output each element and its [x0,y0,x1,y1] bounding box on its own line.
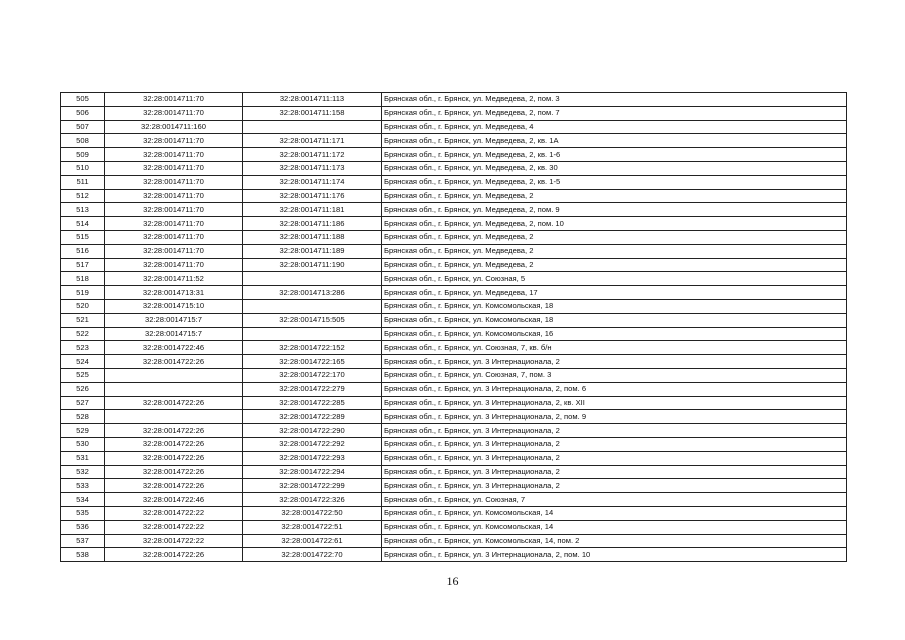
address-cell: Брянская обл., г. Брянск, ул. Союзная, 7, пом. 3 [382,368,847,382]
cadastral-number-cell: 32:28:0014711:158 [243,106,382,120]
parent-cadastral-number-cell: 32:28:0014715:7 [105,313,243,327]
row-number-cell: 515 [61,230,105,244]
row-number-cell: 511 [61,175,105,189]
row-number-cell: 527 [61,396,105,410]
cadastral-number-cell: 32:28:0014722:51 [243,520,382,534]
cadastral-number-cell [243,272,382,286]
table-row [61,506,847,520]
table-body [61,93,847,562]
address-cell: Брянская обл., г. Брянск, ул. Медведева, 17 [382,286,847,300]
parent-cadastral-number-cell: 32:28:0014722:22 [105,520,243,534]
address-cell: Брянская обл., г. Брянск, ул. Комсомольская, 18 [382,299,847,313]
parent-cadastral-number-cell: 32:28:0014715:10 [105,299,243,313]
cadastral-number-cell: 32:28:0014722:61 [243,534,382,548]
address-cell: Брянская обл., г. Брянск, ул. Медведева, 2, кв. 1-5 [382,175,847,189]
row-number-cell: 535 [61,506,105,520]
row-number-cell: 525 [61,368,105,382]
cadastral-number-cell: 32:28:0014711:176 [243,189,382,203]
address-cell: Брянская обл., г. Брянск, ул. Союзная, 7 [382,493,847,507]
table-row [61,548,847,562]
parent-cadastral-number-cell: 32:28:0014711:70 [105,203,243,217]
table-row [61,341,847,355]
cadastral-number-cell: 32:28:0014711:172 [243,148,382,162]
cadastral-number-cell: 32:28:0014711:171 [243,134,382,148]
row-number-cell: 508 [61,134,105,148]
address-cell: Брянская обл., г. Брянск, ул. Союзная, 5 [382,272,847,286]
cadastral-number-cell: 32:28:0014722:289 [243,410,382,424]
row-number-cell: 533 [61,479,105,493]
cadastral-number-cell: 32:28:0014722:292 [243,437,382,451]
address-cell: Брянская обл., г. Брянск, ул. 3 Интернационала, 2, пом. 10 [382,548,847,562]
table-row [61,244,847,258]
row-number-cell: 505 [61,93,105,107]
table-row [61,534,847,548]
address-cell: Брянская обл., г. Брянск, ул. 3 Интернационала, 2 [382,451,847,465]
cadastral-number-cell: 32:28:0014722:279 [243,382,382,396]
parent-cadastral-number-cell: 32:28:0014711:70 [105,93,243,107]
address-cell: Брянская обл., г. Брянск, ул. Медведева, 2, кв. 1А [382,134,847,148]
parent-cadastral-number-cell: 32:28:0014722:26 [105,396,243,410]
table-row [61,272,847,286]
row-number-cell: 509 [61,148,105,162]
cadastral-number-cell [243,327,382,341]
cadastral-number-cell: 32:28:0014711:173 [243,161,382,175]
cadastral-number-cell: 32:28:0014722:152 [243,341,382,355]
row-number-cell: 510 [61,161,105,175]
cadastral-number-cell: 32:28:0014711:181 [243,203,382,217]
table-row [61,203,847,217]
address-cell: Брянская обл., г. Брянск, ул. Комсомольская, 18 [382,313,847,327]
parent-cadastral-number-cell: 32:28:0014722:26 [105,355,243,369]
address-cell: Брянская обл., г. Брянск, ул. 3 Интернационала, 2, кв. XII [382,396,847,410]
cadastral-number-cell: 32:28:0014711:113 [243,93,382,107]
row-number-cell: 528 [61,410,105,424]
table-row [61,327,847,341]
cadastral-number-cell: 32:28:0014722:170 [243,368,382,382]
cadastral-number-cell: 32:28:0014711:188 [243,230,382,244]
cadastral-number-cell: 32:28:0014722:50 [243,506,382,520]
row-number-cell: 517 [61,258,105,272]
table-row [61,258,847,272]
row-number-cell: 532 [61,465,105,479]
table-row [61,493,847,507]
row-number-cell: 513 [61,203,105,217]
address-cell: Брянская обл., г. Брянск, ул. Медведева, 2, пом. 3 [382,93,847,107]
cadastral-number-cell: 32:28:0014711:186 [243,217,382,231]
row-number-cell: 521 [61,313,105,327]
parent-cadastral-number-cell: 32:28:0014711:52 [105,272,243,286]
address-cell: Брянская обл., г. Брянск, ул. 3 Интернационала, 2 [382,479,847,493]
address-cell: Брянская обл., г. Брянск, ул. 3 Интернационала, 2 [382,355,847,369]
cadastral-number-cell: 32:28:0014722:293 [243,451,382,465]
parent-cadastral-number-cell: 32:28:0014715:7 [105,327,243,341]
row-number-cell: 526 [61,382,105,396]
address-cell: Брянская обл., г. Брянск, ул. Комсомольская, 16 [382,327,847,341]
row-number-cell: 506 [61,106,105,120]
address-cell: Брянская обл., г. Брянск, ул. 3 Интернационала, 2, пом. 9 [382,410,847,424]
parent-cadastral-number-cell [105,382,243,396]
row-number-cell: 529 [61,424,105,438]
table-row [61,217,847,231]
parent-cadastral-number-cell [105,368,243,382]
parent-cadastral-number-cell: 32:28:0014722:26 [105,479,243,493]
parent-cadastral-number-cell: 32:28:0014711:70 [105,106,243,120]
parent-cadastral-number-cell: 32:28:0014722:22 [105,506,243,520]
table-row [61,120,847,134]
table-row [61,189,847,203]
table-row [61,355,847,369]
cadastral-number-cell: 32:28:0014722:70 [243,548,382,562]
cadastral-number-cell: 32:28:0014711:189 [243,244,382,258]
table-row [61,93,847,107]
table-row [61,134,847,148]
cadastral-number-cell [243,299,382,313]
parent-cadastral-number-cell: 32:28:0014711:70 [105,244,243,258]
parent-cadastral-number-cell: 32:28:0014713:31 [105,286,243,300]
address-cell: Брянская обл., г. Брянск, ул. Медведева, 2 [382,258,847,272]
row-number-cell: 538 [61,548,105,562]
row-number-cell: 524 [61,355,105,369]
page-number: 16 [446,574,459,588]
table-row [61,148,847,162]
table-row [61,313,847,327]
cadastral-number-cell: 32:28:0014715:505 [243,313,382,327]
address-cell: Брянская обл., г. Брянск, ул. Медведева, 2 [382,189,847,203]
address-cell: Брянская обл., г. Брянск, ул. Медведева, 2, кв. 1-6 [382,148,847,162]
cadastral-number-cell: 32:28:0014711:190 [243,258,382,272]
address-cell: Брянская обл., г. Брянск, ул. 3 Интернационала, 2 [382,437,847,451]
address-cell: Брянская обл., г. Брянск, ул. Союзная, 7, кв. б/н [382,341,847,355]
row-number-cell: 522 [61,327,105,341]
table-row [61,175,847,189]
table-row [61,410,847,424]
row-number-cell: 534 [61,493,105,507]
address-cell: Брянская обл., г. Брянск, ул. Медведева, 2, кв. 30 [382,161,847,175]
parent-cadastral-number-cell: 32:28:0014711:70 [105,161,243,175]
parent-cadastral-number-cell: 32:28:0014711:70 [105,258,243,272]
parent-cadastral-number-cell: 32:28:0014722:26 [105,465,243,479]
table-row [61,286,847,300]
table-row [61,382,847,396]
row-number-cell: 537 [61,534,105,548]
address-cell: Брянская обл., г. Брянск, ул. 3 Интернационала, 2 [382,465,847,479]
table-row [61,424,847,438]
parent-cadastral-number-cell: 32:28:0014722:26 [105,451,243,465]
cadastral-number-cell: 32:28:0014722:299 [243,479,382,493]
table-row [61,368,847,382]
parent-cadastral-number-cell: 32:28:0014711:160 [105,120,243,134]
table-row [61,396,847,410]
address-cell: Брянская обл., г. Брянск, ул. 3 Интернационала, 2, пом. 6 [382,382,847,396]
address-cell: Брянская обл., г. Брянск, ул. Медведева, 2, пом. 7 [382,106,847,120]
address-cell: Брянская обл., г. Брянск, ул. Медведева, 4 [382,120,847,134]
cadastral-number-cell: 32:28:0014722:294 [243,465,382,479]
row-number-cell: 530 [61,437,105,451]
address-cell: Брянская обл., г. Брянск, ул. Медведева, 2, пом. 10 [382,217,847,231]
parent-cadastral-number-cell: 32:28:0014711:70 [105,217,243,231]
row-number-cell: 519 [61,286,105,300]
cadastral-table [60,92,847,562]
row-number-cell: 512 [61,189,105,203]
address-cell: Брянская обл., г. Брянск, ул. Медведева, 2, пом. 9 [382,203,847,217]
parent-cadastral-number-cell: 32:28:0014722:22 [105,534,243,548]
parent-cadastral-number-cell: 32:28:0014722:46 [105,341,243,355]
address-cell: Брянская обл., г. Брянск, ул. 3 Интернационала, 2 [382,424,847,438]
parent-cadastral-number-cell [105,410,243,424]
address-cell: Брянская обл., г. Брянск, ул. Комсомольская, 14, пом. 2 [382,534,847,548]
row-number-cell: 531 [61,451,105,465]
table-row [61,437,847,451]
parent-cadastral-number-cell: 32:28:0014722:26 [105,437,243,451]
row-number-cell: 536 [61,520,105,534]
row-number-cell: 520 [61,299,105,313]
row-number-cell: 507 [61,120,105,134]
table-row [61,451,847,465]
parent-cadastral-number-cell: 32:28:0014711:70 [105,148,243,162]
table-row [61,299,847,313]
cadastral-number-cell: 32:28:0014722:326 [243,493,382,507]
parent-cadastral-number-cell: 32:28:0014722:26 [105,548,243,562]
parent-cadastral-number-cell: 32:28:0014722:26 [105,424,243,438]
parent-cadastral-number-cell: 32:28:0014722:46 [105,493,243,507]
cadastral-number-cell: 32:28:0014722:285 [243,396,382,410]
parent-cadastral-number-cell: 32:28:0014711:70 [105,175,243,189]
table-row [61,106,847,120]
address-cell: Брянская обл., г. Брянск, ул. Медведева, 2 [382,244,847,258]
table-row [61,479,847,493]
row-number-cell: 514 [61,217,105,231]
row-number-cell: 518 [61,272,105,286]
table-row [61,230,847,244]
parent-cadastral-number-cell: 32:28:0014711:70 [105,230,243,244]
address-cell: Брянская обл., г. Брянск, ул. Комсомольская, 14 [382,520,847,534]
cadastral-number-cell: 32:28:0014722:290 [243,424,382,438]
cadastral-number-cell: 32:28:0014713:286 [243,286,382,300]
address-cell: Брянская обл., г. Брянск, ул. Медведева, 2 [382,230,847,244]
address-cell: Брянская обл., г. Брянск, ул. Комсомольская, 14 [382,506,847,520]
cadastral-number-cell [243,120,382,134]
table-row [61,161,847,175]
cadastral-number-cell: 32:28:0014711:174 [243,175,382,189]
parent-cadastral-number-cell: 32:28:0014711:70 [105,134,243,148]
table-row [61,465,847,479]
cadastral-number-cell: 32:28:0014722:165 [243,355,382,369]
parent-cadastral-number-cell: 32:28:0014711:70 [105,189,243,203]
table-row [61,520,847,534]
row-number-cell: 516 [61,244,105,258]
row-number-cell: 523 [61,341,105,355]
